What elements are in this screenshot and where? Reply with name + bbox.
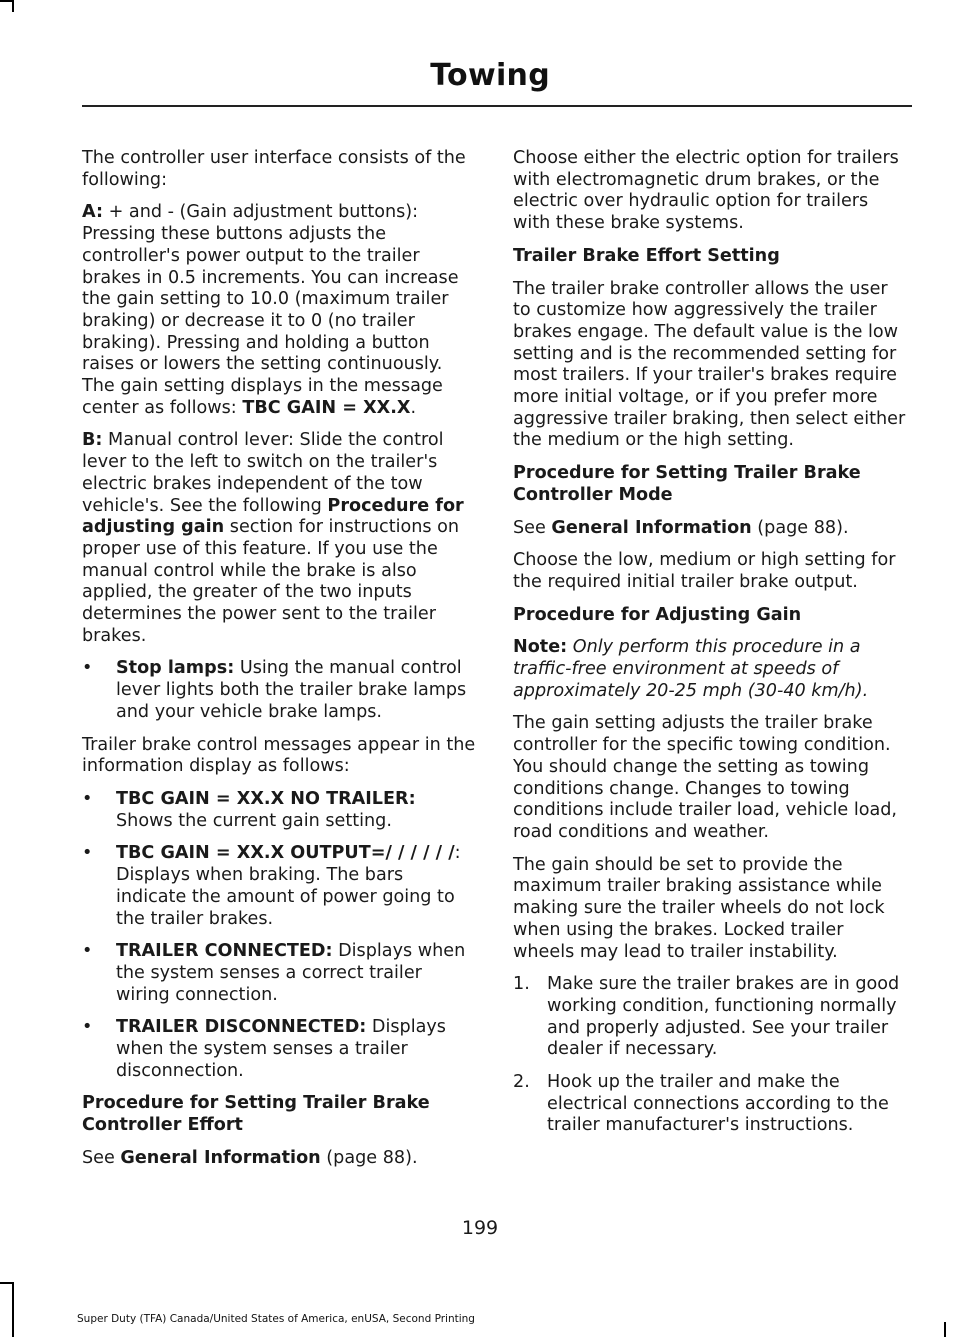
msg-3-text: Displays when the system senses a correct trailer wiring connection. [116, 941, 466, 1005]
right-column [513, 148, 909, 1148]
see-pre: See [82, 1147, 121, 1168]
step-2-text: Hook up the trailer and make the electrical connections according to the trailer manufacturer's instructions. [547, 1072, 889, 1136]
general-info-link[interactable]: General Information [120, 1147, 321, 1168]
bullet-icon: • [82, 1017, 93, 1038]
item-a-end: . [410, 397, 417, 418]
item-b-text: Manual control lever: Slide the control lever to the left to switch on the trailer's electric brakes independent of the tow vehicle's. See the following [82, 430, 444, 516]
intro-paragraph: The controller user interface consists of the following: [82, 148, 466, 190]
item-b-paragraph [82, 430, 476, 647]
msg-1-text: Shows the current gain setting. [116, 810, 392, 831]
list-item-msg-1 [82, 789, 476, 832]
bullet-icon: • [82, 941, 93, 962]
see-general-info-2 [513, 518, 909, 540]
list-item-stop-lamps [82, 658, 476, 723]
list-item-msg-4 [82, 1017, 476, 1082]
item-a-paragraph [82, 202, 476, 419]
stop-lamps-label: Stop lamps: [116, 658, 235, 679]
page-title: Towing [430, 58, 550, 93]
crop-mark-bottom-left-horizontal [0, 1282, 14, 1284]
step-1-text: Make sure the trailer brakes are in good working condition, functioning normally and properly adjusted. See your trailer dealer if necessary. [547, 974, 900, 1060]
list-item-msg-2 [82, 843, 476, 930]
msg-2-text: : Displays when braking. The bars indicate the amount of power going to the trailer brakes. [116, 843, 461, 929]
step-1-number: 1. [513, 974, 530, 995]
general-info-link[interactable]: General Information [551, 517, 752, 538]
note-text: Only perform this procedure in a traffic-free environment at speeds of approximately 20-25 mph (30-40 km/h). [513, 637, 869, 701]
msg-3-label: TRAILER CONNECTED: [116, 941, 333, 962]
choose-electric-paragraph: Choose either the electric option for trailers with electromagnetic drum brakes, or the electric over hydraulic option for trailers with these brake systems. [513, 148, 899, 234]
note-paragraph [513, 637, 909, 702]
step-1 [513, 974, 909, 1061]
left-column [82, 148, 476, 1181]
note-label: Note: [513, 637, 568, 658]
msg-4-text: Displays when the system senses a trailer disconnection. [116, 1017, 446, 1081]
item-a-code: TBC GAIN = XX.X [242, 397, 411, 418]
crop-mark-bottom-left [12, 1282, 14, 1337]
crop-mark-top-left-vertical [12, 0, 14, 12]
gain-paragraph-1: The gain setting adjusts the trailer brake controller for the specific towing condition. You should change the setting as towing conditions change. Changes to towing conditions include trailer load, vehicle load, road conditions and weather. [513, 713, 898, 842]
step-2-number: 2. [513, 1072, 530, 1093]
msg-4-label: TRAILER DISCONNECTED: [116, 1017, 367, 1038]
crop-mark-bottom-right [944, 1322, 946, 1337]
heading-controller-mode: Procedure for Setting Trailer Brake Controller Mode [513, 463, 861, 505]
crop-mark-top-left [0, 0, 12, 2]
msg-2-label: TBC GAIN = XX.X OUTPUT=/ / / / / / [116, 843, 455, 864]
item-a-text: + and - (Gain adjustment buttons): Pressing these buttons adjusts the controller's power output to the trailer brakes in 0.5 increments. You can increase the gain setting to 10.0 (maximum trailer braking) or decrease it to 0 (no trailer braking). Pressing and holding a button raises or lowers the setting continuously. The gain setting displays in the message center as follows: [82, 202, 459, 418]
bullet-icon: • [82, 788, 93, 809]
header-rule [82, 105, 912, 107]
heading-controller-effort: Procedure for Setting Trailer Brake Controller Effort [82, 1093, 430, 1136]
messages-intro: Trailer brake control messages appear in the information display as follows: [82, 734, 476, 777]
list-item-msg-3 [82, 941, 476, 1006]
see-pre: See [513, 517, 552, 538]
stop-lamps-text: Using the manual control lever lights both the trailer brake lamps and your vehicle brake lamps. [116, 658, 467, 722]
effort-paragraph: The trailer brake controller allows the user to customize how aggressively the trailer brakes engage. The default value is the low setting and is the recommended setting for most trailers. If your trailer's brakes require more initial voltage, or if you prefer more aggressive trailer braking, then select either the medium or the high setting. [513, 278, 906, 451]
msg-1-label: TBC GAIN = XX.X NO TRAILER: [116, 788, 416, 809]
item-b-text-2: section for instructions on proper use of this feature. If you use the manual control while the brake is also applied, the greater of the two inputs determines the power sent to the trailer brakes. [82, 517, 460, 646]
see-post: (page 88). [320, 1147, 418, 1168]
bullet-icon: • [82, 658, 93, 679]
step-2 [513, 1072, 909, 1137]
procedure-link[interactable]: Procedure for adjusting gain [82, 495, 464, 538]
see-general-info-1 [82, 1148, 476, 1170]
item-b-label: B: [82, 430, 103, 451]
page-number: 199 [461, 1217, 499, 1239]
heading-effort-setting: Trailer Brake Effort Setting [513, 245, 780, 266]
gain-paragraph-2: The gain should be set to provide the maximum trailer braking assistance while making sure the trailer wheels do not lock when using the brakes. Locked trailer wheels may lead to trailer instability. [513, 854, 885, 962]
item-a-label: A: [82, 202, 103, 223]
see-post: (page 88). [751, 517, 849, 538]
heading-adjusting-gain: Procedure for Adjusting Gain [513, 604, 802, 625]
bullet-icon: • [82, 843, 93, 864]
footer-text: Super Duty (TFA) Canada/United States of America, enUSA, Second Printing [77, 1313, 475, 1325]
choose-low-paragraph: Choose the low, medium or high setting for the required initial trailer brake output. [513, 550, 896, 592]
